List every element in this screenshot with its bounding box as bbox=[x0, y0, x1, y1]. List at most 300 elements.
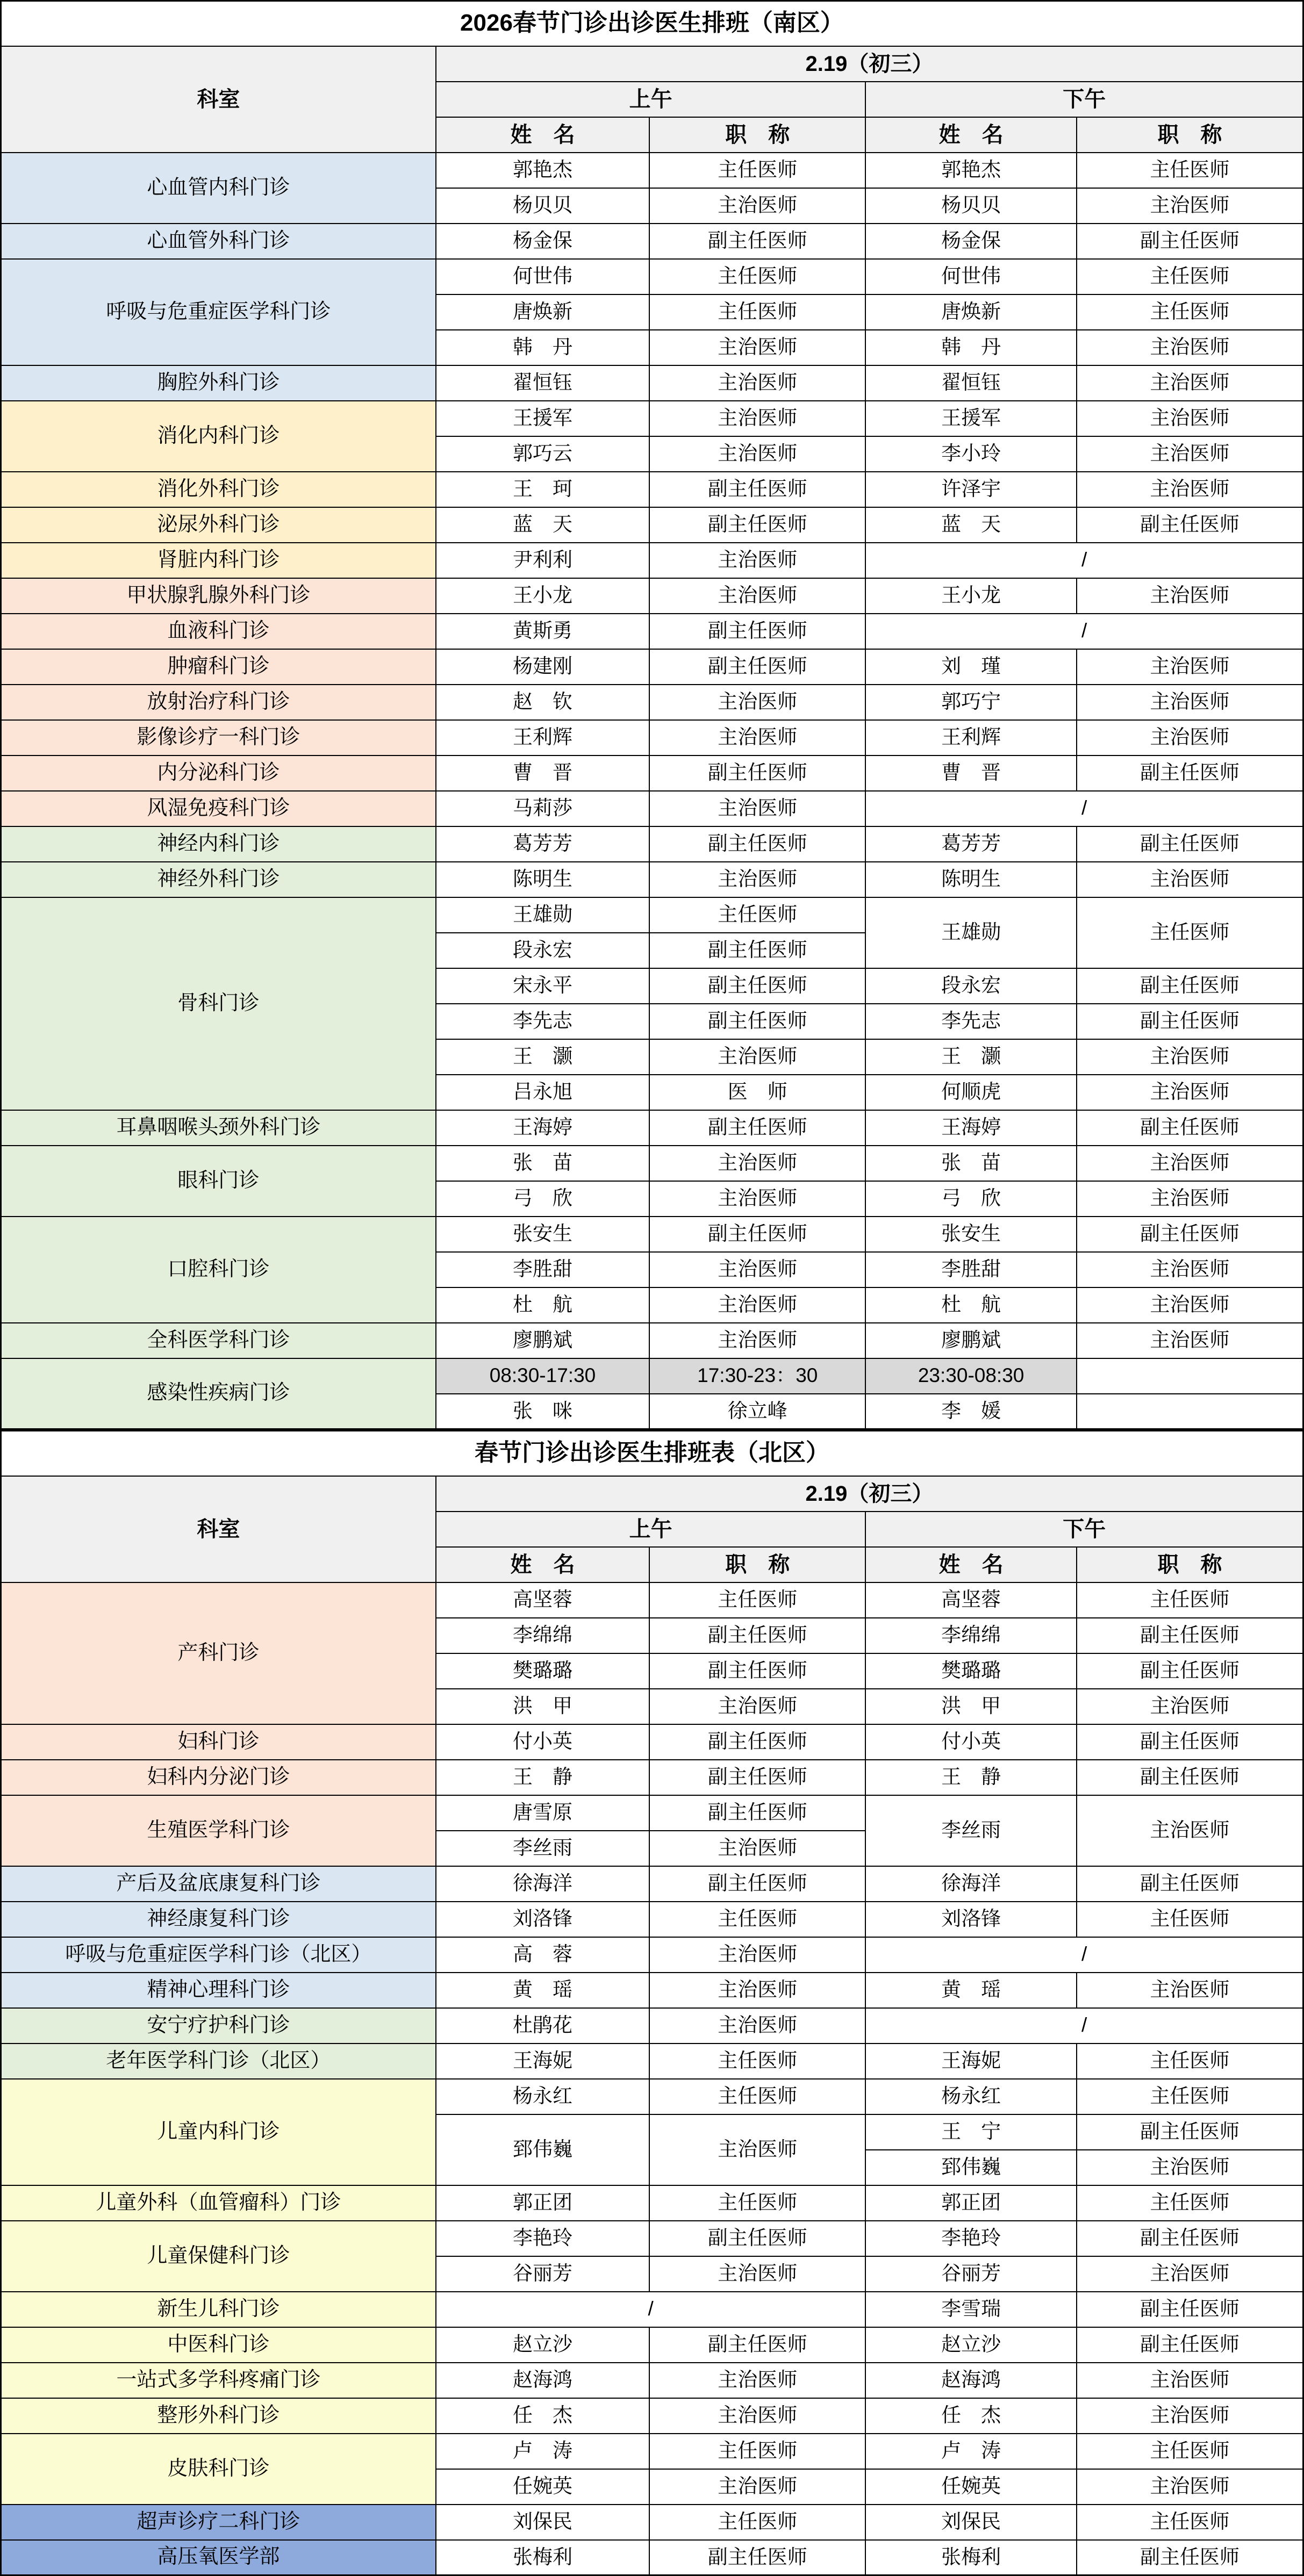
doctor-cell: 何世伟 bbox=[865, 259, 1077, 294]
doctor-cell: 唐焕新 bbox=[436, 294, 649, 330]
doctor-cell: 杨建刚 bbox=[436, 649, 649, 685]
doctor-cell: 副主任医师 bbox=[649, 1866, 865, 1902]
doctor-cell: 主任医师 bbox=[1077, 294, 1303, 330]
dept-cell: 新生儿科门诊 bbox=[1, 2292, 436, 2327]
doctor-cell: 主治医师 bbox=[649, 365, 865, 401]
dept-cell: 全科医学科门诊 bbox=[1, 1323, 436, 1358]
doctor-cell: 主治医师 bbox=[649, 2398, 865, 2434]
pm-name-header: 姓 名 bbox=[865, 117, 1077, 153]
doctor-cell: 樊璐璐 bbox=[865, 1653, 1077, 1689]
doctor-cell: 主任医师 bbox=[649, 2505, 865, 2540]
doctor-cell: 主治医师 bbox=[1077, 401, 1303, 436]
doctor-cell: 唐雪原 bbox=[436, 1795, 649, 1831]
doctor-cell: 主治医师 bbox=[649, 578, 865, 614]
doctor-cell: 主任医师 bbox=[1077, 2185, 1303, 2221]
doctor-cell: 韩 丹 bbox=[436, 330, 649, 365]
doctor-cell: 王利辉 bbox=[865, 720, 1077, 755]
doctor-cell: 徐立峰 bbox=[649, 1394, 865, 1429]
doctor-cell: 副主任医师 bbox=[1077, 1724, 1303, 1760]
doctor-cell: 刘洛锋 bbox=[865, 1902, 1077, 1937]
doctor-cell: 主任医师 bbox=[1077, 1582, 1303, 1618]
doctor-cell: 副主任医师 bbox=[649, 1795, 865, 1831]
doctor-cell: 徐海洋 bbox=[436, 1866, 649, 1902]
doctor-cell: 郭巧云 bbox=[436, 436, 649, 472]
doctor-cell: 张 咪 bbox=[436, 1394, 649, 1429]
doctor-cell: 主治医师 bbox=[649, 1689, 865, 1724]
doctor-cell: 副主任医师 bbox=[649, 2327, 865, 2363]
doctor-cell: 主治医师 bbox=[1077, 1689, 1303, 1724]
doctor-cell: 曹 晋 bbox=[865, 755, 1077, 791]
dept-cell: 儿童保健科门诊 bbox=[1, 2221, 436, 2292]
doctor-cell: 郭艳杰 bbox=[436, 153, 649, 188]
doctor-cell: 主治医师 bbox=[649, 720, 865, 755]
doctor-cell: 张安生 bbox=[865, 1217, 1077, 1252]
doctor-cell: 主治医师 bbox=[1077, 1146, 1303, 1181]
doctor-cell: 副主任医师 bbox=[1077, 826, 1303, 862]
doctor-cell: 杜 航 bbox=[436, 1287, 649, 1323]
dept-cell: 超声诊疗二科门诊 bbox=[1, 2505, 436, 2540]
doctor-cell: 李胜甜 bbox=[436, 1252, 649, 1287]
doctor-cell: 郅伟巍 bbox=[436, 2114, 649, 2185]
doctor-cell: 主任医师 bbox=[1077, 2043, 1303, 2079]
dept-cell: 儿童内科门诊 bbox=[1, 2079, 436, 2185]
doctor-cell: 主治医师 bbox=[1077, 720, 1303, 755]
doctor-cell: 主治医师 bbox=[1077, 1039, 1303, 1075]
doctor-cell: 副主任医师 bbox=[649, 649, 865, 685]
am-name-header: 姓 名 bbox=[436, 1547, 649, 1582]
doctor-cell: 王 宁 bbox=[865, 2114, 1077, 2150]
doctor-cell: 主治医师 bbox=[1077, 2469, 1303, 2505]
doctor-cell: 王利辉 bbox=[436, 720, 649, 755]
doctor-cell: 主治医师 bbox=[649, 401, 865, 436]
doctor-cell: 副主任医师 bbox=[649, 614, 865, 649]
doctor-cell: 王海婷 bbox=[865, 1110, 1077, 1146]
dept-cell: 中医科门诊 bbox=[1, 2327, 436, 2363]
doctor-cell: 王 静 bbox=[865, 1760, 1077, 1795]
doctor-cell: 主治医师 bbox=[1077, 1075, 1303, 1110]
doctor-cell: 蓝 天 bbox=[865, 507, 1077, 543]
dept-cell: 放射治疗科门诊 bbox=[1, 685, 436, 720]
doctor-cell: 副主任医师 bbox=[649, 1004, 865, 1039]
doctor-cell: 主任医师 bbox=[1077, 259, 1303, 294]
table-title: 春节门诊出诊医生排班表（北区） bbox=[1, 1431, 1303, 1476]
doctor-cell: 尹利利 bbox=[436, 543, 649, 578]
doctor-cell: 郭正团 bbox=[436, 2185, 649, 2221]
doctor-cell: 李 媛 bbox=[865, 1394, 1077, 1429]
doctor-cell: 副主任医师 bbox=[1077, 2114, 1303, 2150]
doctor-cell: 副主任医师 bbox=[1077, 507, 1303, 543]
empty-cell bbox=[1077, 1358, 1303, 1394]
doctor-cell: 付小英 bbox=[865, 1724, 1077, 1760]
doctor-cell: 张梅利 bbox=[865, 2540, 1077, 2575]
doctor-cell: 主任医师 bbox=[649, 1902, 865, 1937]
doctor-cell: 副主任医师 bbox=[1077, 755, 1303, 791]
doctor-cell: 陈明生 bbox=[865, 862, 1077, 897]
doctor-cell: 唐焕新 bbox=[865, 294, 1077, 330]
doctor-cell: 陈明生 bbox=[436, 862, 649, 897]
doctor-cell: 刘保民 bbox=[865, 2505, 1077, 2540]
dept-cell: 神经康复科门诊 bbox=[1, 1902, 436, 1937]
am-rank-header: 职 称 bbox=[649, 1547, 865, 1582]
doctor-cell: 刘洛锋 bbox=[436, 1902, 649, 1937]
doctor-cell: 主治医师 bbox=[1077, 2150, 1303, 2185]
doctor-cell: 主任医师 bbox=[649, 2185, 865, 2221]
doctor-cell: 郅伟巍 bbox=[865, 2150, 1077, 2185]
doctor-cell: 高 蓉 bbox=[436, 1937, 649, 1973]
doctor-cell: 主治医师 bbox=[649, 2363, 865, 2398]
doctor-cell: 段永宏 bbox=[865, 968, 1077, 1004]
no-doctor-cell: / bbox=[865, 614, 1303, 649]
doctor-cell: 主治医师 bbox=[1077, 2363, 1303, 2398]
doctor-cell: 王援军 bbox=[436, 401, 649, 436]
doctor-cell: 主治医师 bbox=[649, 1937, 865, 1973]
doctor-cell: 葛芳芳 bbox=[436, 826, 649, 862]
doctor-cell: 主任医师 bbox=[649, 2079, 865, 2114]
doctor-cell: 副主任医师 bbox=[649, 1653, 865, 1689]
doctor-cell: 葛芳芳 bbox=[865, 826, 1077, 862]
north-schedule-table-container bbox=[0, 1430, 1304, 2576]
doctor-cell: 张梅利 bbox=[436, 2540, 649, 2575]
doctor-cell: 副主任医师 bbox=[649, 1760, 865, 1795]
doctor-cell: 郭正团 bbox=[865, 2185, 1077, 2221]
pm-header: 下午 bbox=[865, 82, 1303, 117]
doctor-cell: 黄 瑶 bbox=[865, 1973, 1077, 2008]
doctor-cell: 主治医师 bbox=[1077, 188, 1303, 224]
dept-cell: 骨科门诊 bbox=[1, 897, 436, 1110]
doctor-cell: 主治医师 bbox=[1077, 2256, 1303, 2292]
doctor-cell: 谷丽芳 bbox=[436, 2256, 649, 2292]
doctor-cell: 任 杰 bbox=[436, 2398, 649, 2434]
doctor-cell: 主治医师 bbox=[649, 685, 865, 720]
doctor-cell: 杨贝贝 bbox=[436, 188, 649, 224]
doctor-cell: 李绵绵 bbox=[865, 1618, 1077, 1653]
dept-cell: 神经内科门诊 bbox=[1, 826, 436, 862]
doctor-cell: 王雄勋 bbox=[436, 897, 649, 933]
dept-cell: 口腔科门诊 bbox=[1, 1217, 436, 1323]
no-doctor-cell: / bbox=[865, 791, 1303, 826]
dept-cell: 肿瘤科门诊 bbox=[1, 649, 436, 685]
time-slot-cell: 23:30-08:30 bbox=[865, 1358, 1077, 1394]
dept-cell: 儿童外科（血管瘤科）门诊 bbox=[1, 2185, 436, 2221]
dept-header: 科室 bbox=[1, 1476, 436, 1582]
doctor-cell: 杨永红 bbox=[436, 2079, 649, 2114]
dept-cell: 妇科门诊 bbox=[1, 1724, 436, 1760]
doctor-cell: 赵海鸿 bbox=[865, 2363, 1077, 2398]
doctor-cell: 主任医师 bbox=[649, 2434, 865, 2469]
doctor-cell: 副主任医师 bbox=[649, 1110, 865, 1146]
doctor-cell: 主治医师 bbox=[1077, 685, 1303, 720]
doctor-cell: 高坚蓉 bbox=[865, 1582, 1077, 1618]
doctor-cell: 副主任医师 bbox=[649, 224, 865, 259]
doctor-cell: 张 苗 bbox=[436, 1146, 649, 1181]
doctor-cell: 王 灏 bbox=[865, 1039, 1077, 1075]
pm-rank-header: 职 称 bbox=[1077, 117, 1303, 153]
doctor-cell: 主治医师 bbox=[1077, 578, 1303, 614]
doctor-cell: 段永宏 bbox=[436, 933, 649, 968]
doctor-cell: 卢 涛 bbox=[865, 2434, 1077, 2469]
doctor-cell: 主治医师 bbox=[1077, 1795, 1303, 1866]
table-title: 2026春节门诊出诊医生排班（南区） bbox=[1, 1, 1303, 46]
doctor-cell: 杜 航 bbox=[865, 1287, 1077, 1323]
dept-cell: 产后及盆底康复科门诊 bbox=[1, 1866, 436, 1902]
doctor-cell: 副主任医师 bbox=[649, 826, 865, 862]
doctor-cell: 副主任医师 bbox=[649, 1217, 865, 1252]
empty-cell bbox=[1077, 1394, 1303, 1429]
doctor-cell: 副主任医师 bbox=[649, 1724, 865, 1760]
doctor-cell: 黄 瑶 bbox=[436, 1973, 649, 2008]
doctor-cell: 杜鹃花 bbox=[436, 2008, 649, 2043]
doctor-cell: 主治医师 bbox=[1077, 649, 1303, 685]
doctor-cell: 副主任医师 bbox=[649, 2540, 865, 2575]
doctor-cell: 蓝 天 bbox=[436, 507, 649, 543]
time-slot-cell: 17:30-23：30 bbox=[649, 1358, 865, 1394]
dept-header: 科室 bbox=[1, 46, 436, 153]
doctor-cell: 郭艳杰 bbox=[865, 153, 1077, 188]
doctor-cell: 主治医师 bbox=[1077, 472, 1303, 507]
doctor-cell: 王 静 bbox=[436, 1760, 649, 1795]
doctor-cell: 赵 钦 bbox=[436, 685, 649, 720]
doctor-cell: 高坚蓉 bbox=[436, 1582, 649, 1618]
doctor-cell: 赵海鸿 bbox=[436, 2363, 649, 2398]
doctor-cell: 主治医师 bbox=[649, 2469, 865, 2505]
doctor-cell: 主任医师 bbox=[1077, 1902, 1303, 1937]
dept-cell: 消化内科门诊 bbox=[1, 401, 436, 472]
doctor-cell: 副主任医师 bbox=[1077, 2292, 1303, 2327]
doctor-cell: 主治医师 bbox=[649, 543, 865, 578]
no-doctor-cell: / bbox=[865, 543, 1303, 578]
doctor-cell: 樊璐璐 bbox=[436, 1653, 649, 1689]
dept-cell: 高压氧医学部 bbox=[1, 2540, 436, 2575]
doctor-cell: 韩 丹 bbox=[865, 330, 1077, 365]
dept-cell: 皮肤科门诊 bbox=[1, 2434, 436, 2505]
doctor-cell: 马莉莎 bbox=[436, 791, 649, 826]
doctor-cell: 主任医师 bbox=[649, 897, 865, 933]
doctor-cell: 黄斯勇 bbox=[436, 614, 649, 649]
doctor-cell: 李先志 bbox=[865, 1004, 1077, 1039]
am-header: 上午 bbox=[436, 82, 866, 117]
date-header: 2.19（初三） bbox=[436, 1476, 1303, 1512]
doctor-cell: 副主任医师 bbox=[1077, 224, 1303, 259]
doctor-cell: 李小玲 bbox=[865, 436, 1077, 472]
dept-cell: 安宁疗护科门诊 bbox=[1, 2008, 436, 2043]
doctor-cell: 主任医师 bbox=[1077, 2079, 1303, 2114]
doctor-cell: 主治医师 bbox=[649, 791, 865, 826]
doctor-cell: 主治医师 bbox=[1077, 2398, 1303, 2434]
doctor-cell: 何顺虎 bbox=[865, 1075, 1077, 1110]
no-doctor-cell: / bbox=[865, 1937, 1303, 1973]
doctor-cell: 主治医师 bbox=[649, 2008, 865, 2043]
doctor-cell: 主治医师 bbox=[1077, 862, 1303, 897]
doctor-cell: 副主任医师 bbox=[1077, 2540, 1303, 2575]
doctor-cell: 宋永平 bbox=[436, 968, 649, 1004]
dept-cell: 甲状腺乳腺外科门诊 bbox=[1, 578, 436, 614]
date-header: 2.19（初三） bbox=[436, 46, 1303, 82]
doctor-cell: 副主任医师 bbox=[1077, 2221, 1303, 2256]
doctor-cell: 杨贝贝 bbox=[865, 188, 1077, 224]
doctor-cell: 王海婷 bbox=[436, 1110, 649, 1146]
pm-rank-header: 职 称 bbox=[1077, 1547, 1303, 1582]
doctor-cell: 王 珂 bbox=[436, 472, 649, 507]
doctor-cell: 主治医师 bbox=[649, 1287, 865, 1323]
dept-cell: 内分泌科门诊 bbox=[1, 755, 436, 791]
doctor-cell: 李艳玲 bbox=[436, 2221, 649, 2256]
doctor-cell: 吕永旭 bbox=[436, 1075, 649, 1110]
doctor-cell: 主治医师 bbox=[1077, 1287, 1303, 1323]
dept-cell: 耳鼻咽喉头颈外科门诊 bbox=[1, 1110, 436, 1146]
doctor-cell: 主治医师 bbox=[649, 2256, 865, 2292]
dept-cell: 泌尿外科门诊 bbox=[1, 507, 436, 543]
doctor-cell: 李丝雨 bbox=[436, 1831, 649, 1866]
dept-cell: 妇科内分泌门诊 bbox=[1, 1760, 436, 1795]
doctor-cell: 李胜甜 bbox=[865, 1252, 1077, 1287]
doctor-cell: 副主任医师 bbox=[649, 472, 865, 507]
dept-cell: 胸腔外科门诊 bbox=[1, 365, 436, 401]
doctor-cell: 副主任医师 bbox=[1077, 1004, 1303, 1039]
dept-cell: 呼吸与危重症医学科门诊 bbox=[1, 259, 436, 365]
doctor-cell: 医 师 bbox=[649, 1075, 865, 1110]
doctor-cell: 翟恒钰 bbox=[436, 365, 649, 401]
doctor-cell: 主治医师 bbox=[1077, 1252, 1303, 1287]
doctor-cell: 主治医师 bbox=[649, 1323, 865, 1358]
doctor-cell: 许泽宇 bbox=[865, 472, 1077, 507]
dept-cell: 肾脏内科门诊 bbox=[1, 543, 436, 578]
doctor-cell: 主任医师 bbox=[649, 294, 865, 330]
doctor-cell: 赵立沙 bbox=[436, 2327, 649, 2363]
doctor-cell: 弓 欣 bbox=[436, 1181, 649, 1217]
doctor-cell: 李丝雨 bbox=[865, 1795, 1077, 1866]
doctor-cell: 主治医师 bbox=[1077, 1973, 1303, 2008]
dept-cell: 老年医学科门诊（北区） bbox=[1, 2043, 436, 2079]
dept-cell: 风湿免疫科门诊 bbox=[1, 791, 436, 826]
doctor-cell: 主任医师 bbox=[1077, 897, 1303, 968]
pm-name-header: 姓 名 bbox=[865, 1547, 1077, 1582]
doctor-cell: 弓 欣 bbox=[865, 1181, 1077, 1217]
doctor-cell: 主治医师 bbox=[649, 1039, 865, 1075]
doctor-cell: 主治医师 bbox=[649, 1146, 865, 1181]
doctor-cell: 主任医师 bbox=[649, 2043, 865, 2079]
dept-cell: 神经外科门诊 bbox=[1, 862, 436, 897]
doctor-cell: 曹 晋 bbox=[436, 755, 649, 791]
doctor-cell: 何世伟 bbox=[436, 259, 649, 294]
doctor-cell: 任婉英 bbox=[436, 2469, 649, 2505]
dept-cell: 生殖医学科门诊 bbox=[1, 1795, 436, 1866]
doctor-cell: 副主任医师 bbox=[649, 507, 865, 543]
doctor-cell: 主任医师 bbox=[649, 1582, 865, 1618]
doctor-cell: 王援军 bbox=[865, 401, 1077, 436]
am-header: 上午 bbox=[436, 1512, 866, 1547]
no-doctor-cell: / bbox=[865, 2008, 1303, 2043]
doctor-cell: 李先志 bbox=[436, 1004, 649, 1039]
doctor-cell: 主任医师 bbox=[649, 153, 865, 188]
doctor-cell: 副主任医师 bbox=[1077, 1866, 1303, 1902]
doctor-cell: 主治医师 bbox=[1077, 1181, 1303, 1217]
doctor-cell: 任 杰 bbox=[865, 2398, 1077, 2434]
pm-header: 下午 bbox=[865, 1512, 1303, 1547]
dept-cell: 整形外科门诊 bbox=[1, 2398, 436, 2434]
doctor-cell: 李绵绵 bbox=[436, 1618, 649, 1653]
doctor-cell: 杨金保 bbox=[436, 224, 649, 259]
doctor-cell: 张安生 bbox=[436, 1217, 649, 1252]
doctor-cell: 主治医师 bbox=[649, 1831, 865, 1866]
doctor-cell: 主治医师 bbox=[649, 862, 865, 897]
dept-cell: 血液科门诊 bbox=[1, 614, 436, 649]
doctor-cell: 刘保民 bbox=[436, 2505, 649, 2540]
doctor-cell: 主治医师 bbox=[649, 436, 865, 472]
doctor-cell: 主任医师 bbox=[1077, 2434, 1303, 2469]
doctor-cell: 副主任医师 bbox=[649, 933, 865, 968]
no-doctor-cell: / bbox=[436, 2292, 866, 2327]
doctor-cell: 王海妮 bbox=[865, 2043, 1077, 2079]
doctor-cell: 王 灏 bbox=[436, 1039, 649, 1075]
north-schedule-table bbox=[0, 1430, 1304, 2576]
doctor-cell: 李雪瑞 bbox=[865, 2292, 1077, 2327]
doctor-cell: 卢 涛 bbox=[436, 2434, 649, 2469]
doctor-cell: 杨金保 bbox=[865, 224, 1077, 259]
doctor-cell: 副主任医师 bbox=[649, 2221, 865, 2256]
doctor-cell: 副主任医师 bbox=[1077, 1760, 1303, 1795]
doctor-cell: 主治医师 bbox=[1077, 436, 1303, 472]
doctor-cell: 廖鹏斌 bbox=[436, 1323, 649, 1358]
doctor-cell: 主治医师 bbox=[1077, 365, 1303, 401]
doctor-cell: 赵立沙 bbox=[865, 2327, 1077, 2363]
doctor-cell: 李艳玲 bbox=[865, 2221, 1077, 2256]
doctor-cell: 任婉英 bbox=[865, 2469, 1077, 2505]
doctor-cell: 王海妮 bbox=[436, 2043, 649, 2079]
doctor-cell: 副主任医师 bbox=[1077, 1653, 1303, 1689]
time-slot-cell: 08:30-17:30 bbox=[436, 1358, 649, 1394]
doctor-cell: 廖鹏斌 bbox=[865, 1323, 1077, 1358]
doctor-cell: 副主任医师 bbox=[649, 1618, 865, 1653]
doctor-cell: 刘 瑾 bbox=[865, 649, 1077, 685]
doctor-cell: 主治医师 bbox=[649, 1181, 865, 1217]
doctor-cell: 主治医师 bbox=[649, 1973, 865, 2008]
doctor-cell: 主治医师 bbox=[649, 2114, 865, 2185]
doctor-cell: 主治医师 bbox=[649, 330, 865, 365]
dept-cell: 产科门诊 bbox=[1, 1582, 436, 1724]
dept-cell: 一站式多学科疼痛门诊 bbox=[1, 2363, 436, 2398]
doctor-cell: 王小龙 bbox=[436, 578, 649, 614]
doctor-cell: 洪 甲 bbox=[436, 1689, 649, 1724]
doctor-cell: 张 苗 bbox=[865, 1146, 1077, 1181]
dept-cell: 感染性疾病门诊 bbox=[1, 1358, 436, 1429]
doctor-cell: 主治医师 bbox=[1077, 330, 1303, 365]
doctor-cell: 主治医师 bbox=[649, 1252, 865, 1287]
doctor-cell: 郭巧宁 bbox=[865, 685, 1077, 720]
dept-cell: 消化外科门诊 bbox=[1, 472, 436, 507]
doctor-cell: 王雄勋 bbox=[865, 897, 1077, 968]
dept-cell: 影像诊疗一科门诊 bbox=[1, 720, 436, 755]
dept-cell: 精神心理科门诊 bbox=[1, 1973, 436, 2008]
doctor-cell: 付小英 bbox=[436, 1724, 649, 1760]
doctor-cell: 王小龙 bbox=[865, 578, 1077, 614]
doctor-cell: 主任医师 bbox=[1077, 2505, 1303, 2540]
am-rank-header: 职 称 bbox=[649, 117, 865, 153]
am-name-header: 姓 名 bbox=[436, 117, 649, 153]
dept-cell: 呼吸与危重症医学科门诊（北区） bbox=[1, 1937, 436, 1973]
doctor-cell: 副主任医师 bbox=[1077, 968, 1303, 1004]
doctor-cell: 副主任医师 bbox=[1077, 1110, 1303, 1146]
doctor-cell: 副主任医师 bbox=[1077, 1217, 1303, 1252]
doctor-cell: 副主任医师 bbox=[1077, 2327, 1303, 2363]
doctor-cell: 主任医师 bbox=[1077, 153, 1303, 188]
doctor-cell: 主任医师 bbox=[649, 259, 865, 294]
doctor-cell: 杨永红 bbox=[865, 2079, 1077, 2114]
doctor-cell: 副主任医师 bbox=[649, 968, 865, 1004]
doctor-cell: 洪 甲 bbox=[865, 1689, 1077, 1724]
dept-cell: 心血管外科门诊 bbox=[1, 224, 436, 259]
doctor-cell: 副主任医师 bbox=[649, 755, 865, 791]
dept-cell: 心血管内科门诊 bbox=[1, 153, 436, 224]
